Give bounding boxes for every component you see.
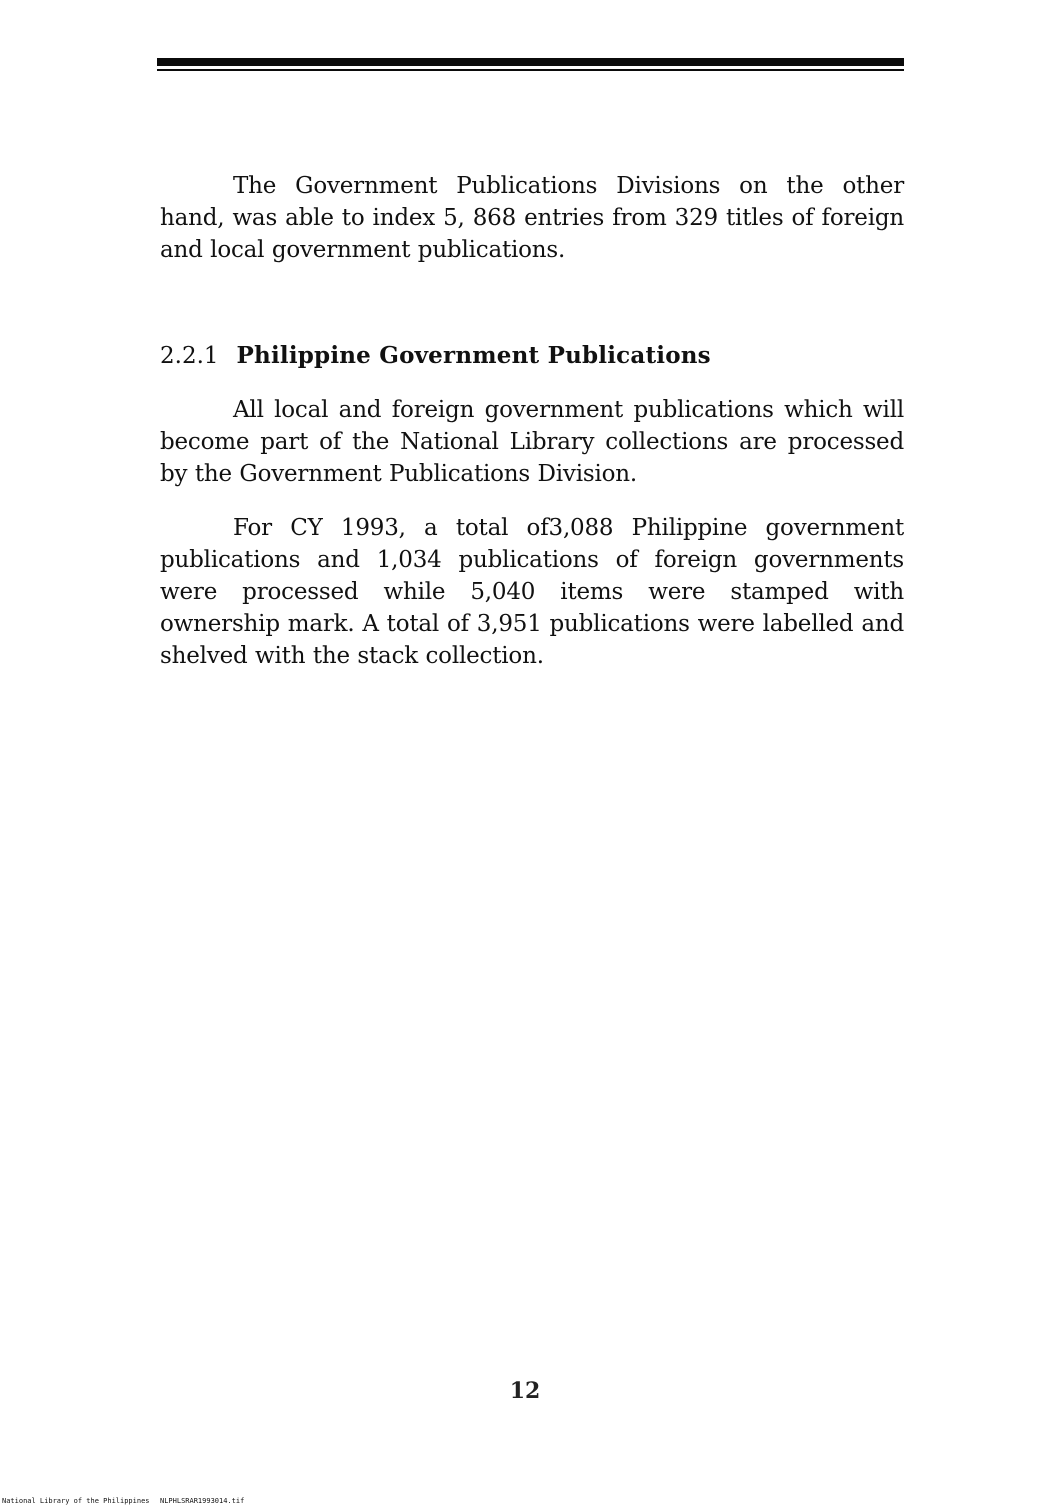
paragraph-cy1993-statistics: For CY 1993, a total of3,088 Philippine government publications and 1,034 publications of foreign governments were processed while 5,040 items were stamped with ownership mark. A total of 3,951 publications were labelled and shelved with the stack collection. xyxy=(160,515,904,669)
paragraph-processing-scope: All local and foreign government publications which will become part of the National Library collections are processed by the Government Publications Division. xyxy=(160,397,904,487)
header-rule-thick-line xyxy=(157,58,904,66)
section-title: Philippine Government Publications xyxy=(236,342,711,369)
paragraph-indexing-summary: The Government Publications Divisions on the other hand, was able to index 5, 868 entries from 329 titles of foreign and local government publications. xyxy=(160,173,904,263)
footer-file-id: NLPHLSRAR1993014.tif xyxy=(160,1497,245,1505)
footer-source-label: National Library of the Philippines xyxy=(2,1497,150,1505)
page-number: 12 xyxy=(509,1378,541,1404)
header-rule xyxy=(157,58,904,72)
section-number: 2.2.1 xyxy=(160,343,219,369)
header-rule-thin-line xyxy=(157,69,904,71)
page-content xyxy=(160,170,904,672)
section-heading xyxy=(160,340,904,372)
